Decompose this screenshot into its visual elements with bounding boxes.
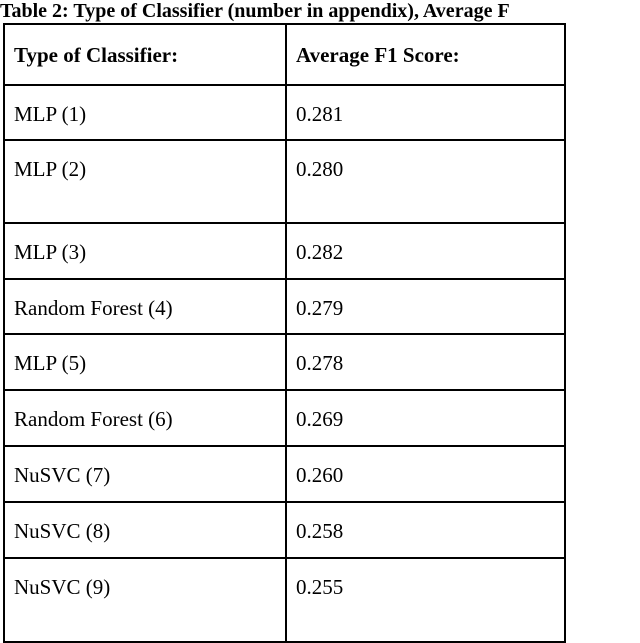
table-header-row xyxy=(4,24,565,85)
table-row xyxy=(4,223,565,279)
table-row xyxy=(4,446,565,502)
table-row xyxy=(4,140,565,223)
header-average-f1-score: Average F1 Score: xyxy=(286,24,565,85)
f1-score-cell: 0.281 xyxy=(286,85,565,140)
f1-score-cell: 0.278 xyxy=(286,334,565,390)
classifier-cell: NuSVC (9) xyxy=(4,558,286,642)
table-row xyxy=(4,85,565,140)
f1-score-cell: 0.258 xyxy=(286,502,565,558)
classifier-cell: Random Forest (6) xyxy=(4,390,286,446)
f1-score-cell: 0.280 xyxy=(286,140,565,223)
table-row xyxy=(4,334,565,390)
table-row xyxy=(4,390,565,446)
table-row xyxy=(4,558,565,642)
header-type-of-classifier: Type of Classifier: xyxy=(4,24,286,85)
classifier-cell: NuSVC (8) xyxy=(4,502,286,558)
table-caption: Table 2: Type of Classifier (number in appendix), Average F xyxy=(0,0,510,22)
classifier-cell: Random Forest (4) xyxy=(4,279,286,334)
classifier-table xyxy=(3,23,566,643)
f1-score-cell: 0.282 xyxy=(286,223,565,279)
f1-score-cell: 0.269 xyxy=(286,390,565,446)
classifier-cell: MLP (1) xyxy=(4,85,286,140)
classifier-cell: MLP (5) xyxy=(4,334,286,390)
f1-score-cell: 0.279 xyxy=(286,279,565,334)
classifier-cell: MLP (2) xyxy=(4,140,286,223)
f1-score-cell: 0.260 xyxy=(286,446,565,502)
f1-score-cell: 0.255 xyxy=(286,558,565,642)
classifier-cell: NuSVC (7) xyxy=(4,446,286,502)
table-row xyxy=(4,502,565,558)
classifier-cell: MLP (3) xyxy=(4,223,286,279)
table-row xyxy=(4,279,565,334)
